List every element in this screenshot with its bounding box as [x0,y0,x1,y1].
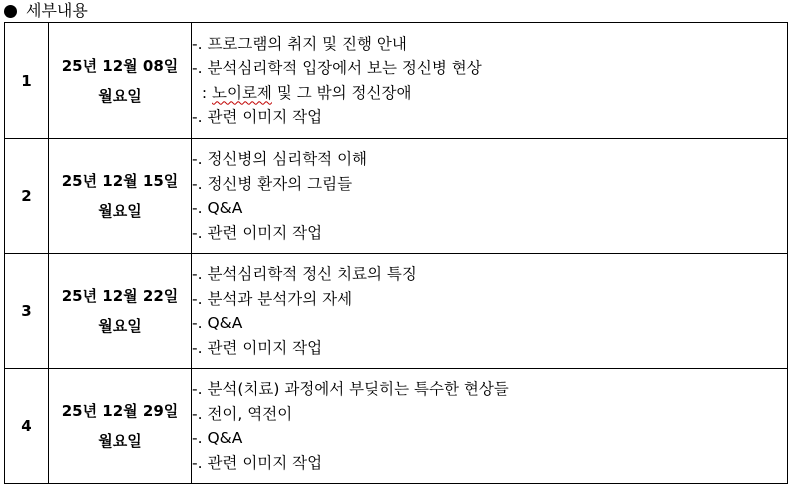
session-date-cell [49,139,192,254]
table-row [5,139,788,254]
session-weekday: 월요일 [98,202,142,220]
session-content [192,369,788,484]
list-item: -. 분석심리학적 입장에서 보는 정신병 현상 [192,59,482,77]
list-item: -. 관련 이미지 작업 [192,223,323,242]
list-item: -. 분석과 분석가의 자세 [192,289,353,308]
list-item: -. 정신병 환자의 그림들 [192,174,353,193]
session-date: 25년 12월 15일 [61,172,179,190]
session-content [192,23,788,139]
session-number: 1 [5,23,49,139]
sub-item-rest: 및 그 밖의 정신장애 [271,83,412,102]
table-row [5,254,788,369]
session-date: 25년 12월 22일 [61,287,179,305]
session-date-cell [49,254,192,369]
session-date-cell [49,23,192,139]
list-item: -. 관련 이미지 작업 [192,108,323,126]
sub-item-prefix: : [192,83,213,102]
table-row [5,23,788,139]
session-weekday: 월요일 [98,86,142,105]
bullet-icon [4,5,17,18]
list-item: -. 프로그램의 취지 및 진행 안내 [192,34,407,53]
session-date: 25년 12월 29일 [61,402,179,420]
session-weekday: 월요일 [98,317,142,335]
list-item: -. Q&A [192,199,243,217]
session-number: 3 [5,254,49,369]
spellcheck-underlined-word: 노이로제 [212,83,272,102]
session-weekday: 월요일 [98,432,142,450]
list-item: -. 정신병의 심리학적 이해 [192,150,368,168]
list-item: -. Q&A [192,314,243,332]
list-item: -. 관련 이미지 작업 [192,453,323,472]
list-item [192,81,787,106]
list-item: -. 전이, 역전이 [192,404,293,423]
table-row [5,369,788,484]
list-item: -. 관련 이미지 작업 [192,338,323,357]
schedule-table [4,22,788,484]
session-number: 4 [5,369,49,484]
section-title: 세부내용 [26,1,88,20]
session-content [192,139,788,254]
list-item: -. Q&A [192,429,243,447]
session-content [192,254,788,369]
session-date-cell [49,369,192,484]
session-date: 25년 12월 08일 [61,56,179,75]
session-number: 2 [5,139,49,254]
section-heading [4,0,88,22]
list-item: -. 분석심리학적 정신 치료의 특징 [192,265,417,283]
list-item: -. 분석(치료) 과정에서 부딪히는 특수한 현상들 [192,380,509,398]
